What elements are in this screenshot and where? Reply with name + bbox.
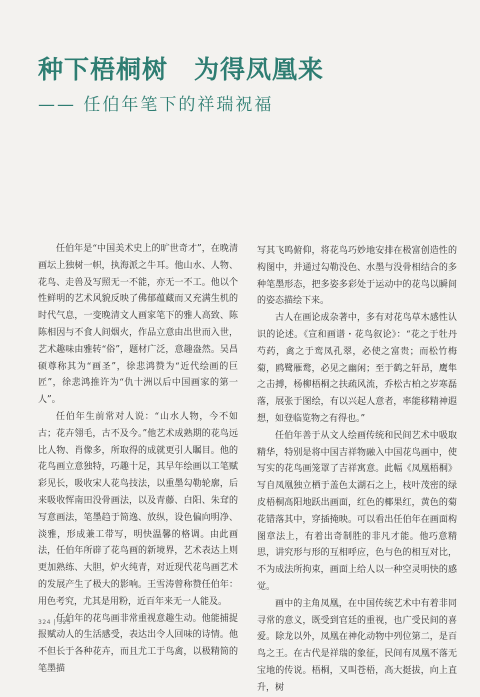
article-title: 种下梧桐树 为得凤凰来: [38, 55, 325, 84]
paragraph: 任伯年善于从文人绘画传统和民间艺术中吸取精华，特别是将中国吉祥物融入中国花鸟画中，使写实的花鸟画笼罩了吉祥寓意。此幅《凤凰梧桐》写自凤凰独立栖于盖色太湖石之上，枝叶茂密的绿皮梧桐高阳地跃出画面，红色的椰果红，黄色的菊花错落其中，穿插掩映。可以看出任伯年在画面构图章法上，有着出奇制胜的非凡才能。他巧意精思，讲究形与形的互相呼应，色与色的相互对比，不为成法所拘束，画面上给人以一种空灵明快的感觉。: [257, 430, 457, 592]
page-number: 324 | 325: [38, 619, 72, 626]
article-subtitle: —— 任伯年笔下的祥瑞祝福: [38, 95, 274, 115]
paragraph: 写其飞鸣俯仰，将花鸟巧妙地安排在极富创造性的构图中，并通过勾勒没色、水墨与没骨相结合的多种笔墨形态，把多姿多彩处于运动中的花鸟以瞬间的姿态描绘下来。: [257, 246, 457, 307]
right-text-column: [257, 243, 457, 697]
paragraph: 古人在画论成杂著中，多有对花鸟草木感性认识的论述。《宣和画谱・花鸟叙论》：“花之于牡丹芍药，禽之于鸾凤孔翠，必使之富贵；而松竹梅菊，鸥鹭雁鹜，必见之幽闲；至于鹤之轩昂，鹰隼之击搏，杨柳梧桐之扶疏风流，乔松古柏之岁寒磊落，展张于图绘，有以兴起人意者，率能移精神遐想，如登临览物之有得也。”: [257, 313, 457, 424]
paragraph: 画中的主角凤凰，在中国传统艺术中有着非同寻常的意义，既受到官廷的重视，也广受民间的喜爱。除龙以外，凤凰在神化动物中列位第二，是百鸟之王。在古代是祥瑞的象征，民间有凤凰不落无宝地的传说。梧桐，又叫苍梧，高大挺拔，向上直升，树: [257, 598, 457, 693]
left-text-column: [38, 241, 238, 678]
paragraph: 任伯年的花鸟画非常重视意趣生动。他能捕捉报赋动人的生活感受，表达出令人回味的诗情。他不但长于各种花卉，而且尤工于鸟禽，以极精简的笔墨描: [38, 613, 238, 674]
paragraph: 任伯年是“中国美术史上的旷世奇才”，在晚清画坛上独树一帜，执海派之牛耳。他山水、人物、花鸟、走兽及写照无一不能，亦无一不工。他以个性鲜明的艺术风貌反映了佛郁蕴藏而又充满生机的时代气息，一变晚清文人画家笔下的雅人高致、陈陈相因与不食人间烟火，作品立意由出世而入世，艺术趣味由雅转“俗”，题材广泛，意趣盎然。吴昌硕尊称其为“画圣”，徐悲鸿赞为“近代绘画的巨匠”，徐悲鸿推许为“仇十洲以后中国画家的第一人”。: [38, 244, 238, 406]
paragraph: 任伯年生前常对人说：“山水人物，今不如古；花卉翎毛，古不及今。”他艺术成熟期的花鸟远比人物、肖像多，所取得的成就更引人瞩目。他的花鸟画立意独特，巧趣十足，其早年绘画以工笔赋彩见长，吸收宋人花鸟技法，以重墨勾勒轮廓，后来吸收恽南田没骨画法，以及青藤、白阳、朱耷的写意画法，笔墨趋于简逸、放纵，设色偏向明净、淡雅，形成兼工带写，明快温馨的格调。由此画法，任伯年所辟了花鸟画的新境界，艺术表达上则更加熟练、大胆，炉火纯青，对近现代花鸟画艺术的发展产生了极大的影响。王雪涛曾称赞任伯年：用色考究，尤其是用粉，近百年来无一人能及。: [38, 411, 238, 607]
